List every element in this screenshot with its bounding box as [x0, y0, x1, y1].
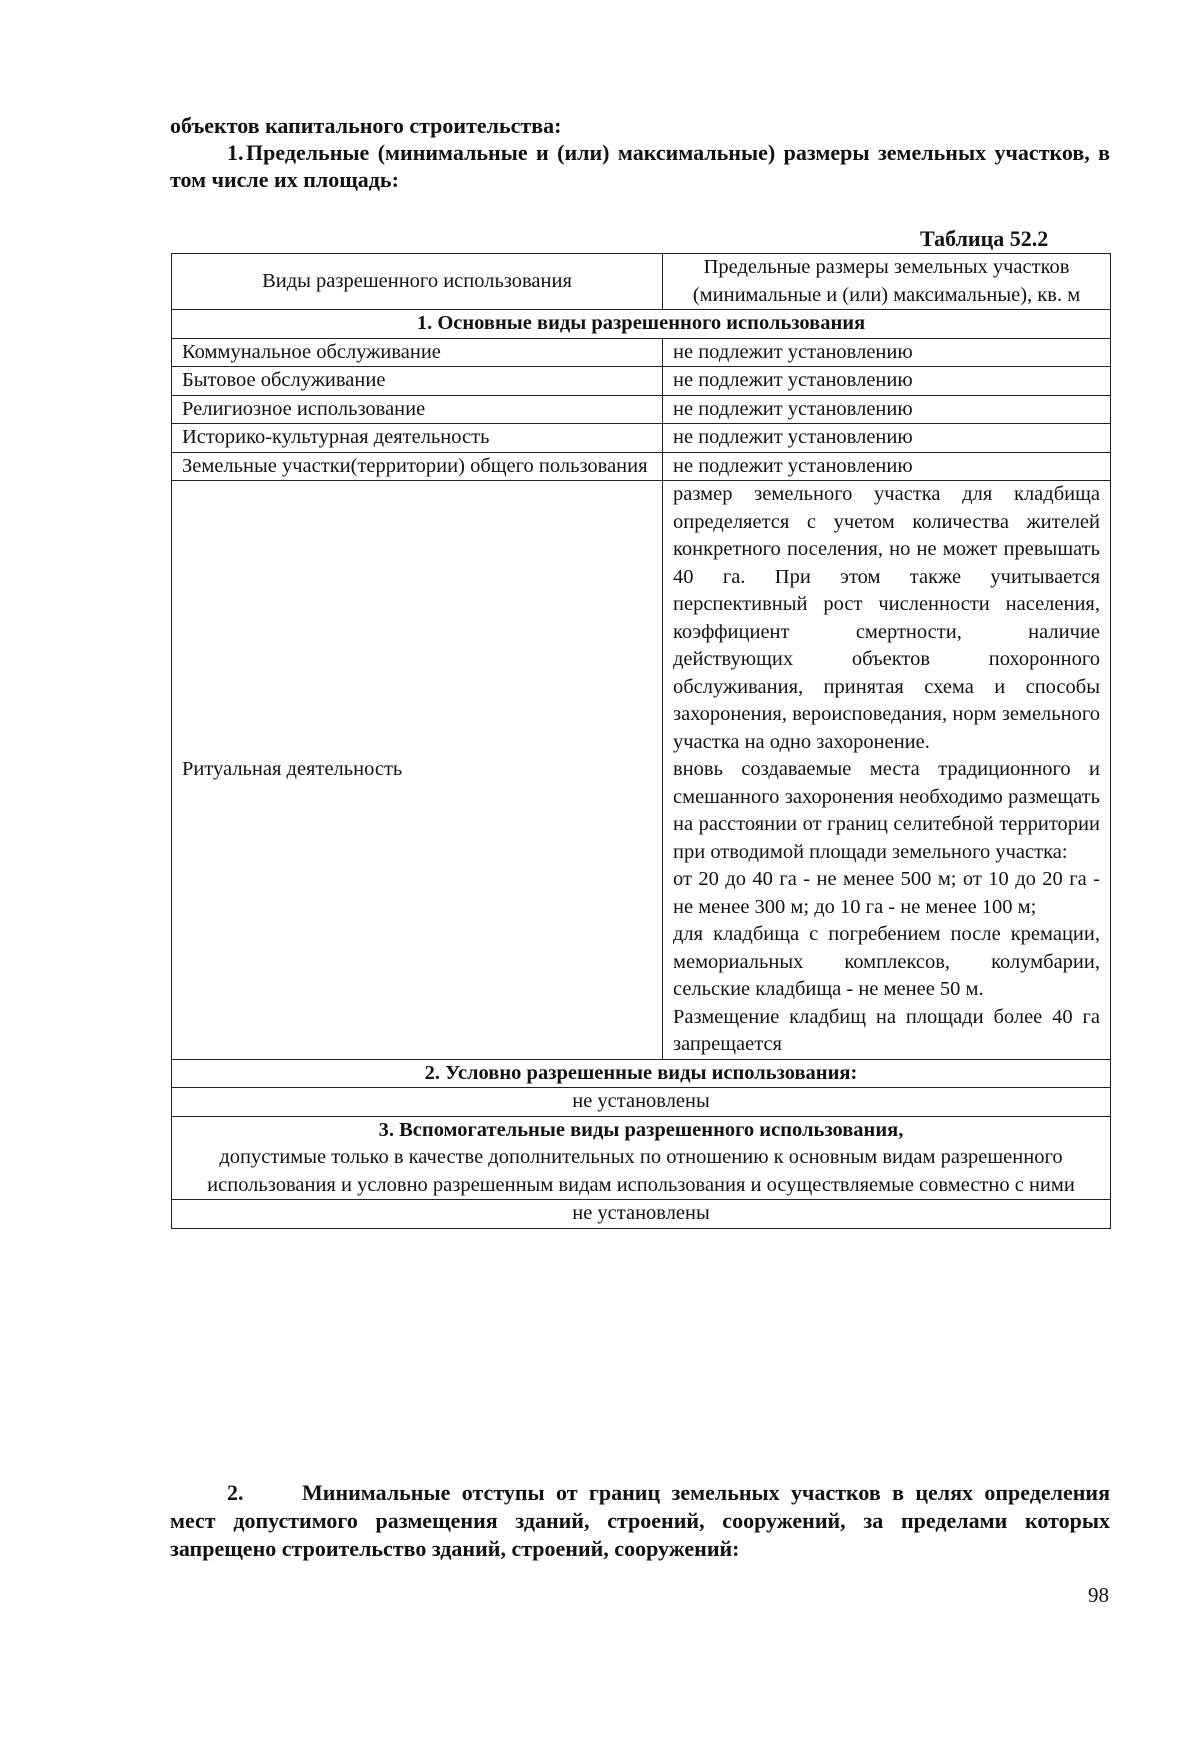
table-row: [172, 424, 1111, 453]
usage-name: Историко-культурная деятельность: [172, 424, 663, 453]
header-col-usage-type: Виды разрешенного использования: [172, 254, 663, 310]
intro-block: [170, 112, 1110, 193]
section-2-value: не установлены: [172, 1088, 1111, 1117]
section-3-description: допустимые только в качестве дополнительных по отношению к основным видам разрешенного использования и условно разрешенным видам использования и осуществляемые совместно с ними: [207, 1146, 1075, 1196]
usage-value: не подлежит установлению: [663, 367, 1111, 396]
section-3-value: не установлены: [172, 1200, 1111, 1229]
ritual-paragraph: Размещение кладбищ на площади более 40 га запрещается: [673, 1005, 1100, 1055]
header-col-size-limits: Предельные размеры земельных участков (минимальные и (или) максимальные), кв. м: [663, 254, 1111, 310]
bottom-item-text: Минимальные отступы от границ земельных участков в целях определения мест допустимого размещения зданий, строений, сооружений, за пределами которых запрещено строительство зданий, строений, сооружений:: [170, 1480, 1110, 1561]
intro-heading: объектов капитального строительства:: [170, 113, 562, 138]
section-row: [172, 1116, 1111, 1200]
table-row: [172, 395, 1111, 424]
usage-name: Коммунальное обслуживание: [172, 338, 663, 367]
bottom-item-number: 2.: [227, 1480, 244, 1505]
table-row-ritual: [172, 481, 1111, 1060]
ritual-paragraph: от 20 до 40 га - не менее 500 м; от 10 до 20 га - не менее 300 м; до 10 га - не менее 100 м;: [673, 868, 1100, 918]
ritual-paragraph: для кладбища с погребением после кремации, мемориальных комплексов, колумбарии, сельские кладбища - не менее 50 м.: [673, 923, 1100, 1000]
section-row: [172, 310, 1111, 339]
table-row: [172, 452, 1111, 481]
table-header-row: [172, 254, 1111, 310]
section-value-row: [172, 1088, 1111, 1117]
table-row: [172, 338, 1111, 367]
land-plot-size-table: [171, 253, 1111, 1229]
ritual-paragraph: вновь создаваемые места традиционного и смешанного захоронения необходимо размещать на расстоянии от границ селитебной территории при отводимой площади земельного участка:: [673, 758, 1100, 863]
usage-name: Ритуальная деятельность: [172, 481, 663, 1060]
usage-name: Религиозное использование: [172, 395, 663, 424]
usage-value: не подлежит установлению: [663, 424, 1111, 453]
table-row: [172, 367, 1111, 396]
usage-name: Земельные участки(территории) общего пользования: [172, 452, 663, 481]
section-row: [172, 1059, 1111, 1088]
page-number: 98: [1088, 1583, 1109, 1607]
section-2-title: 2. Условно разрешенные виды использования:: [172, 1059, 1111, 1088]
usage-value: не подлежит установлению: [663, 338, 1111, 367]
section-3-cell: [172, 1116, 1111, 1200]
usage-value: не подлежит установлению: [663, 452, 1111, 481]
bottom-item-2: [170, 1479, 1110, 1563]
usage-name: Бытовое обслуживание: [172, 367, 663, 396]
ritual-requirements: [663, 481, 1111, 1060]
ritual-paragraph: размер земельного участка для кладбища определяется с учетом количества жителей конкретного поселения, но не может превышать 40 га. При этом также учитывается перспективный рост численности населения, коэффициент смертности, наличие действующих объектов похоронного обслуживания, принятая схема и способы захоронения, вероисповедания, норм земельного участка на одно захоронение.: [673, 483, 1100, 753]
intro-item-1: [170, 139, 1110, 193]
section-3-title: 3. Вспомогательные виды разрешенного использования,: [378, 1118, 904, 1141]
usage-value: не подлежит установлению: [663, 395, 1111, 424]
table-caption: Таблица 52.2: [920, 226, 1049, 251]
section-1-title: 1. Основные виды разрешенного использования: [172, 310, 1111, 339]
section-value-row: [172, 1200, 1111, 1229]
intro-item-number: 1.: [227, 140, 244, 165]
intro-item-text: Предельные (минимальные и (или) максимальные) размеры земельных участков, в том числе их площадь:: [170, 140, 1110, 192]
